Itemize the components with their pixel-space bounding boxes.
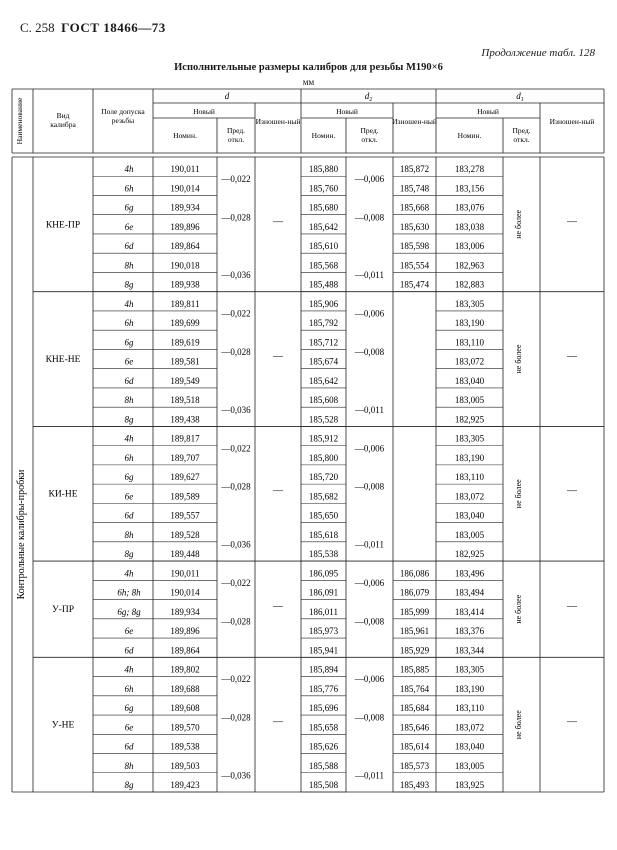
d1-nominal: 183,040 (454, 375, 485, 386)
header-d (225, 91, 230, 101)
tolerance-field: 8h (124, 260, 134, 271)
d-nominal: 189,699 (170, 318, 200, 329)
d2-nominal: 185,894 (308, 664, 339, 675)
d1-nominal: 183,305 (454, 664, 485, 675)
d2-nominal: 185,682 (308, 491, 339, 502)
header-nomin: Номин. (457, 131, 482, 140)
d2-nominal: 185,508 (308, 780, 339, 790)
d2-deviation: —0,006 (354, 443, 385, 454)
d2-nominal: 185,912 (308, 433, 339, 444)
d2-nominal: 186,011 (309, 606, 338, 617)
d1-nominal: 183,376 (454, 626, 485, 637)
d2-worn: 185,668 (399, 202, 430, 213)
calibre-kind: КНЕ-НЕ (45, 355, 81, 366)
d-nominal: 189,518 (170, 395, 200, 406)
d2-deviation: —0,008 (354, 347, 385, 358)
calibre-kind: КИ-НЕ (48, 489, 78, 500)
tolerance-field: 8g (124, 549, 134, 560)
tolerance-field: 6e (124, 722, 134, 733)
header-d1-symbol: d (516, 91, 521, 101)
tolerance-field: 6h (124, 683, 134, 694)
d-nominal: 190,018 (170, 260, 200, 271)
d1-nominal: 183,072 (454, 722, 485, 733)
d1-nominal: 183,925 (454, 780, 485, 790)
header-worn: Изношен-ный (549, 117, 595, 126)
d1-nominal: 183,040 (454, 510, 485, 521)
header-name: Наименование (15, 97, 24, 145)
d2-nominal: 185,712 (308, 337, 339, 348)
tolerance-field: 6e (124, 491, 134, 502)
d1-nominal: 183,305 (454, 433, 485, 444)
header-new: Новый (477, 107, 499, 116)
d1-nominal: 182,925 (454, 414, 485, 425)
d2-nominal: 185,608 (308, 395, 339, 406)
not-more-label: не более (514, 344, 523, 374)
d1-nominal: 183,110 (455, 337, 484, 348)
table-continuation: Продолжение табл. 128 (481, 47, 595, 59)
d2-nominal: 185,588 (308, 760, 339, 771)
d-nominal: 189,423 (170, 780, 200, 790)
d1-nominal: 183,040 (454, 741, 485, 752)
d2-worn: 186,086 (399, 568, 430, 579)
tolerance-field: 6e (124, 626, 134, 637)
d2-worn: 185,999 (399, 606, 430, 617)
d1-nominal: 183,190 (454, 318, 485, 329)
header-d1 (516, 91, 524, 103)
header-pred: Пред. откл. (512, 126, 531, 144)
dash: — (567, 485, 577, 497)
tolerance-field: 6e (124, 356, 134, 367)
d1-nominal: 183,072 (454, 491, 485, 502)
dash: — (567, 216, 577, 228)
d1-nominal: 183,006 (454, 241, 485, 252)
d2-worn: 186,079 (399, 587, 430, 598)
d-nominal: 190,014 (170, 183, 200, 194)
header-kind: Вид калибра (50, 111, 76, 129)
tolerance-field: 6e (124, 221, 134, 232)
tolerance-field: 8g (124, 279, 134, 290)
d2-nominal: 185,610 (308, 241, 339, 252)
d1-nominal: 183,005 (454, 395, 485, 406)
d-nominal: 189,811 (170, 298, 200, 309)
d1-nominal: 183,005 (454, 529, 485, 540)
calibre-kind: У-НЕ (51, 720, 75, 731)
d-nominal: 189,557 (170, 510, 200, 521)
d-nominal: 189,608 (170, 703, 200, 714)
d1-nominal: 182,963 (454, 260, 485, 271)
tolerance-field: 6h (124, 452, 134, 463)
tolerance-field: 6g; 8g (117, 606, 141, 617)
dash: — (273, 601, 283, 613)
d2-nominal: 185,776 (308, 683, 339, 694)
d-nominal: 189,934 (170, 606, 200, 617)
d-nominal: 189,864 (170, 645, 200, 656)
d-deviation: —0,028 (221, 347, 251, 358)
tolerance-field: 6g (124, 472, 134, 483)
d-nominal: 189,688 (170, 683, 200, 694)
d2-deviation: —0,008 (354, 616, 385, 627)
d2-nominal: 185,941 (308, 645, 339, 656)
d-nominal: 189,896 (170, 221, 200, 232)
d2-worn: 185,764 (399, 683, 430, 694)
d2-deviation: —0,008 (354, 481, 385, 492)
d2-worn: 185,573 (399, 760, 430, 771)
d1-nominal: 183,278 (454, 164, 485, 175)
d2-worn: 185,614 (399, 741, 430, 752)
d-nominal: 189,549 (170, 375, 200, 386)
d2-deviation: —0,011 (355, 539, 384, 550)
header-pred: Пред. откл. (226, 126, 246, 144)
header-nomin: Номин. (173, 131, 197, 140)
d-deviation: —0,022 (221, 173, 251, 184)
d-deviation: —0,028 (221, 212, 251, 223)
d-deviation: —0,036 (221, 270, 251, 281)
d2-nominal: 185,760 (308, 183, 339, 194)
calibre-kind: У-ПР (51, 605, 75, 616)
d2-deviation: —0,006 (354, 173, 385, 184)
d-nominal: 189,938 (170, 279, 200, 290)
d2-nominal: 185,626 (308, 741, 339, 752)
d2-nominal: 185,973 (308, 626, 339, 637)
d1-nominal: 183,110 (455, 703, 484, 714)
d1-nominal: 183,190 (454, 683, 485, 694)
d1-nominal: 183,496 (454, 568, 485, 579)
d2-nominal: 185,642 (308, 375, 339, 386)
dash: — (273, 216, 283, 228)
d-nominal: 190,011 (170, 164, 200, 175)
d2-deviation: —0,006 (354, 674, 385, 685)
calibre-kind: КНЕ-ПР (45, 220, 81, 231)
d-deviation: —0,022 (221, 674, 251, 685)
tolerance-field: 6h (124, 318, 134, 329)
d2-nominal: 185,720 (308, 472, 339, 483)
header-nomin: Номин. (311, 131, 336, 140)
d-nominal: 189,581 (170, 356, 200, 367)
header-new: Новый (336, 107, 358, 116)
d-nominal: 189,802 (170, 664, 200, 675)
d-deviation: —0,036 (221, 770, 251, 781)
tolerance-field: 4h (124, 164, 134, 175)
tolerance-field: 6d (124, 510, 134, 521)
dash: — (273, 351, 283, 363)
d2-nominal: 185,680 (308, 202, 339, 213)
d-nominal: 189,864 (170, 241, 200, 252)
tolerance-field: 4h (124, 433, 134, 444)
d2-worn: 185,598 (399, 241, 430, 252)
header-worn: Изношен-ный (255, 117, 301, 126)
tolerance-field: 8h (124, 760, 134, 771)
tolerance-field: 6d (124, 375, 134, 386)
d1-nominal: 183,494 (454, 587, 485, 598)
tolerance-field: 8g (124, 780, 134, 790)
d1-nominal: 183,305 (454, 298, 485, 309)
d1-nominal: 183,072 (454, 356, 485, 367)
d-nominal: 189,896 (170, 626, 200, 637)
dash: — (273, 485, 283, 497)
d1-nominal: 183,414 (454, 606, 485, 617)
dash: — (567, 601, 577, 613)
d-nominal: 189,934 (170, 202, 200, 213)
d-deviation: —0,022 (221, 577, 251, 588)
d-deviation: —0,028 (221, 712, 251, 723)
tolerance-field: 6h (124, 183, 134, 194)
d2-nominal: 185,528 (308, 414, 339, 425)
table-title: Исполнительные размеры калибров для резьбы М190×6 (174, 62, 443, 73)
tolerance-field: 4h (124, 664, 134, 675)
tolerance-field: 4h (124, 568, 134, 579)
tolerance-field: 8h (124, 529, 134, 540)
d-deviation: —0,036 (221, 404, 251, 415)
header-field: Поле допуска резьбы (101, 107, 145, 125)
d2-deviation: —0,008 (354, 712, 385, 723)
header-d2 (365, 91, 373, 103)
d1-nominal: 182,883 (454, 279, 485, 290)
d-deviation: —0,036 (221, 539, 251, 550)
d1-nominal: 183,076 (454, 202, 485, 213)
side-label: Контрольные калибры-пробки (16, 469, 27, 600)
header-new: Новый (193, 107, 215, 116)
tolerance-field: 6g (124, 202, 134, 213)
d2-nominal: 186,091 (308, 587, 339, 598)
d2-nominal: 185,568 (308, 260, 339, 271)
d2-nominal: 185,650 (308, 510, 339, 521)
d2-deviation: —0,006 (354, 577, 385, 588)
d-nominal: 189,503 (170, 760, 200, 771)
d2-nominal: 185,696 (308, 703, 339, 714)
d1-nominal: 183,190 (454, 452, 485, 463)
d1-nominal: 183,156 (454, 183, 485, 194)
d2-worn: 185,748 (399, 183, 430, 194)
unit-label: мм (302, 77, 315, 87)
d2-deviation: —0,011 (355, 770, 384, 781)
d2-nominal: 186,095 (308, 568, 339, 579)
d1-nominal: 183,110 (455, 472, 484, 483)
tolerance-field: 6d (124, 741, 134, 752)
d-nominal: 189,448 (170, 549, 200, 560)
page-label: С. 258 (20, 20, 55, 35)
d-nominal: 189,438 (170, 414, 200, 425)
tolerance-field: 4h (124, 298, 134, 309)
d-nominal: 189,619 (170, 337, 200, 348)
dash: — (567, 351, 577, 363)
d1-nominal: 183,344 (454, 645, 485, 656)
d-nominal: 189,589 (170, 491, 200, 502)
d-nominal: 190,014 (170, 587, 200, 598)
d-nominal: 189,528 (170, 529, 200, 540)
header-worn: Изношен-ный (392, 117, 437, 126)
not-more-label: не более (514, 209, 523, 239)
d-nominal: 189,570 (170, 722, 200, 733)
d2-worn: 185,646 (399, 722, 430, 733)
d2-worn: 185,929 (399, 645, 430, 656)
d-deviation: —0,028 (221, 616, 251, 627)
d2-nominal: 185,658 (308, 722, 339, 733)
d2-nominal: 185,538 (308, 549, 339, 560)
standard-number: ГОСТ 18466—73 (61, 20, 166, 35)
d-deviation: —0,022 (221, 308, 251, 319)
d-nominal: 189,817 (170, 433, 200, 444)
d2-deviation: —0,006 (354, 308, 385, 319)
d2-worn: 185,493 (399, 780, 430, 790)
dash: — (567, 716, 577, 728)
tolerance-field: 6h; 8h (117, 587, 141, 598)
d-nominal: 189,627 (170, 472, 200, 483)
d-deviation: —0,028 (221, 481, 251, 492)
d2-worn: 185,961 (399, 626, 430, 637)
not-more-label: не более (514, 594, 523, 624)
d-nominal: 190,011 (170, 568, 200, 579)
d2-worn: 185,630 (399, 221, 430, 232)
d2-nominal: 185,618 (308, 529, 339, 540)
d2-nominal: 185,906 (308, 298, 339, 309)
header-pred: Пред. откл. (360, 126, 379, 144)
tolerance-field: 8g (124, 414, 134, 425)
header-d1-subscript: 1 (520, 97, 524, 103)
d2-worn: 185,872 (399, 164, 430, 175)
d-nominal: 189,707 (170, 452, 200, 463)
dash: — (273, 716, 283, 728)
header-d2-subscript: 2 (369, 97, 373, 103)
d-nominal: 189,538 (170, 741, 200, 752)
header-d2-symbol: d (364, 91, 370, 101)
d2-nominal: 185,800 (308, 452, 339, 463)
d2-nominal: 185,488 (308, 279, 339, 290)
d2-nominal: 185,880 (308, 164, 339, 175)
d2-deviation: —0,008 (354, 212, 385, 223)
d2-nominal: 185,674 (308, 356, 339, 367)
tolerance-field: 6d (124, 241, 134, 252)
d2-worn: 185,554 (399, 260, 430, 271)
header-d-symbol: d (224, 91, 230, 101)
d2-worn: 185,474 (399, 279, 430, 290)
d2-nominal: 185,792 (308, 318, 339, 329)
tolerance-field: 8h (124, 395, 134, 406)
d2-worn: 185,684 (399, 703, 430, 714)
not-more-label: не более (514, 710, 523, 740)
d2-deviation: —0,011 (355, 270, 384, 281)
d-deviation: —0,022 (221, 443, 251, 454)
tolerance-field: 6g (124, 337, 134, 348)
d2-nominal: 185,642 (308, 221, 339, 232)
d1-nominal: 183,038 (454, 221, 485, 232)
d1-nominal: 182,925 (454, 549, 485, 560)
tolerance-field: 6d (124, 645, 134, 656)
d2-worn: 185,885 (399, 664, 430, 675)
d2-deviation: —0,011 (355, 404, 384, 415)
tolerance-field: 6g (124, 703, 134, 714)
d1-nominal: 183,005 (454, 760, 485, 771)
not-more-label: не более (514, 479, 523, 509)
